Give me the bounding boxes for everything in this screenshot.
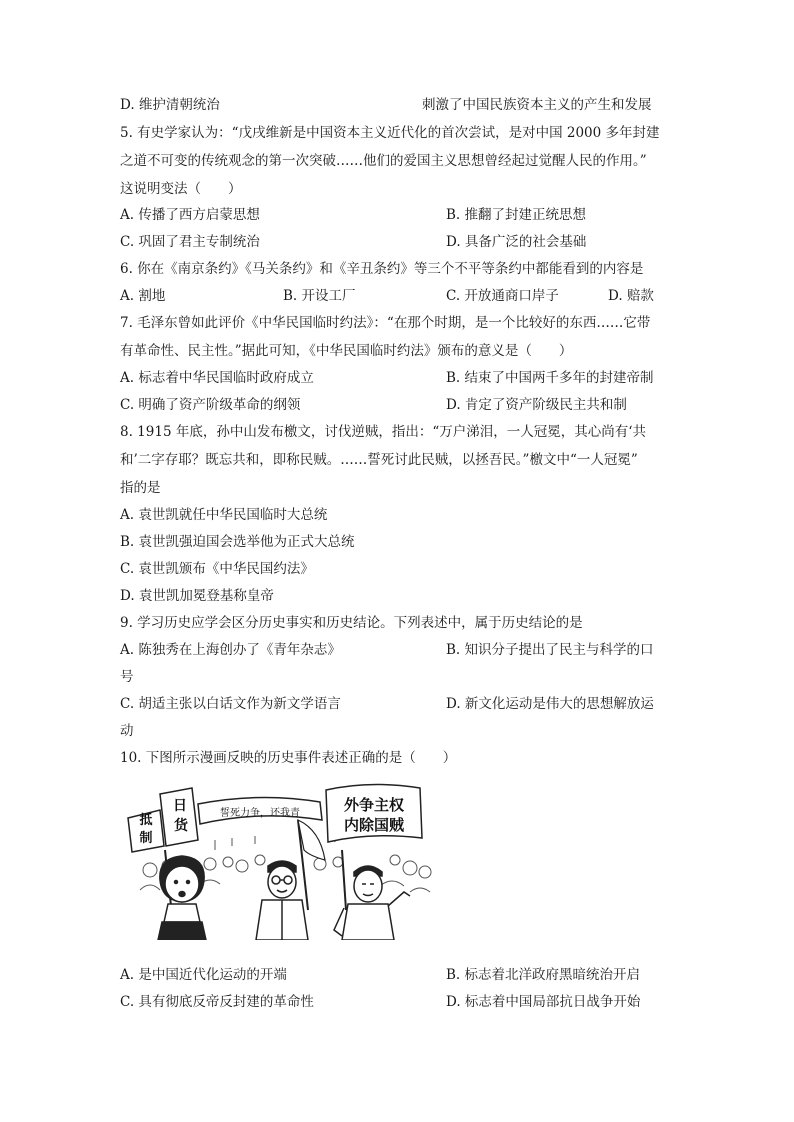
- q6-option-c: C. 开放通商口岸子: [446, 288, 559, 304]
- q8-option-c: C. 袁世凯颁布《中华民国约法》: [120, 561, 314, 577]
- q9-stem: 9. 学习历史应学会区分历史事实和历史结论。下列表述中，属于历史结论的是: [120, 615, 583, 631]
- q7-option-d: D. 肯定了资产阶级民主共和制: [446, 397, 627, 413]
- q8-stem-line3: 指的是: [120, 480, 161, 496]
- q7-option-a: A. 标志着中华民国临时政府成立: [120, 370, 314, 386]
- banner-middle-text: 誓死力争，还我青: [220, 808, 300, 819]
- sign-right-text-2: 内除国贼: [343, 816, 405, 834]
- q5-option-a: A. 传播了西方启蒙思想: [120, 207, 260, 223]
- q8-stem-line2: 和’二字存耶？既忘共和，即称民贼。……誓死讨此民贼，以拯吾民。”檄文中“一人冠冕”: [120, 452, 638, 468]
- sign-left-text-3: 日: [173, 798, 187, 814]
- protest-cartoon: [120, 780, 440, 940]
- q8-stem-line1: 8. 1915 年底，孙中山发布檄文，讨伐逆贼，指出：“万户涕泪，一人冠冕，其心尚有‘共: [120, 424, 647, 440]
- q6-option-a: A. 割地: [120, 288, 166, 304]
- q9-option-b-line2: 号: [120, 669, 134, 685]
- q7-option-b: B. 结束了中国两千多年的封建帝制: [446, 370, 654, 386]
- q8-option-b: B. 袁世凯强迫国会选举他为正式大总统: [120, 534, 355, 550]
- sign-left-text-1: 抵: [139, 813, 153, 828]
- q9-option-a: A. 陈独秀在上海创办了《青年杂志》: [120, 642, 341, 658]
- q8-option-a: A. 袁世凯就任中华民国临时大总统: [120, 507, 328, 523]
- q5-option-b: B. 推翻了封建正统思想: [446, 207, 587, 223]
- sign-left-text-4: 货: [174, 818, 188, 834]
- prev-option-d: [120, 96, 220, 114]
- q10-option-a: A. 是中国近代化运动的开端: [120, 967, 287, 983]
- q10-stem: 10. 下图所示漫画反映的历史事件表述正确的是（ ）: [120, 750, 457, 766]
- q9-option-c: C. 胡适主张以白话文作为新文学语言: [120, 696, 341, 712]
- prev-option-d-label: D. 维护清朝统治: [120, 97, 220, 113]
- q6-stem: 6. 你在《南京条约》《马关条约》和《辛丑条约》等三个不平等条约中都能看到的内容是: [120, 261, 644, 277]
- flag: [298, 820, 325, 910]
- q10-option-d: D. 标志着中国局部抗日战争开始: [446, 994, 641, 1010]
- q5-stem-line3: 这说明变法（ ）: [120, 181, 242, 197]
- q9-option-d-line2: 动: [120, 723, 134, 739]
- q6-option-d: D. 赔款: [608, 288, 654, 304]
- q7-stem-line2: 有革命性、民主性。”据此可知，《中华民国临时约法》颁布的意义是（ ）: [120, 343, 573, 359]
- figure-girl: [158, 856, 206, 940]
- sign-right-text-1: 外争主权: [343, 796, 405, 814]
- q5-option-c: C. 巩固了君主专制统治: [120, 234, 260, 250]
- q9-option-d-line1: D. 新文化运动是伟大的思想解放运: [446, 696, 654, 712]
- q8-option-d: D. 袁世凯加冕登基称皇帝: [120, 588, 274, 604]
- prev-option-d-right: 刺激了中国民族资本主义的产生和发展: [422, 97, 652, 113]
- q10-option-b: B. 标志着北洋政府黑暗统治开启: [446, 967, 641, 983]
- q5-stem-line2: 之道不可变的传统观念的第一次突破……他们的爱国主义思想曾经起过觉醒人民的作用。”: [120, 153, 647, 169]
- q5-option-d: D. 具备广泛的社会基础: [446, 234, 587, 250]
- q5-stem-line1: 5. 有史学家认为：“戊戌维新是中国资本主义近代化的首次尝试，是对中国 2000 多年封建: [120, 125, 660, 141]
- q6-option-b: B. 开设工厂: [283, 288, 356, 304]
- sign-left-text-2: 制: [139, 831, 153, 846]
- q9-option-b-line1: B. 知识分子提出了民主与科学的口: [446, 642, 654, 658]
- q7-stem-line1: 7. 毛泽东曾如此评价《中华民国临时约法》：“在那个时期，是一个比较好的东西……它带: [120, 315, 651, 331]
- banner-middle: [198, 797, 322, 824]
- figure-man-glasses: [256, 861, 308, 940]
- q7-option-c: C. 明确了资产阶级革命的纲领: [120, 397, 301, 413]
- q10-option-c: C. 具有彻底反帝反封建的革命性: [120, 994, 314, 1010]
